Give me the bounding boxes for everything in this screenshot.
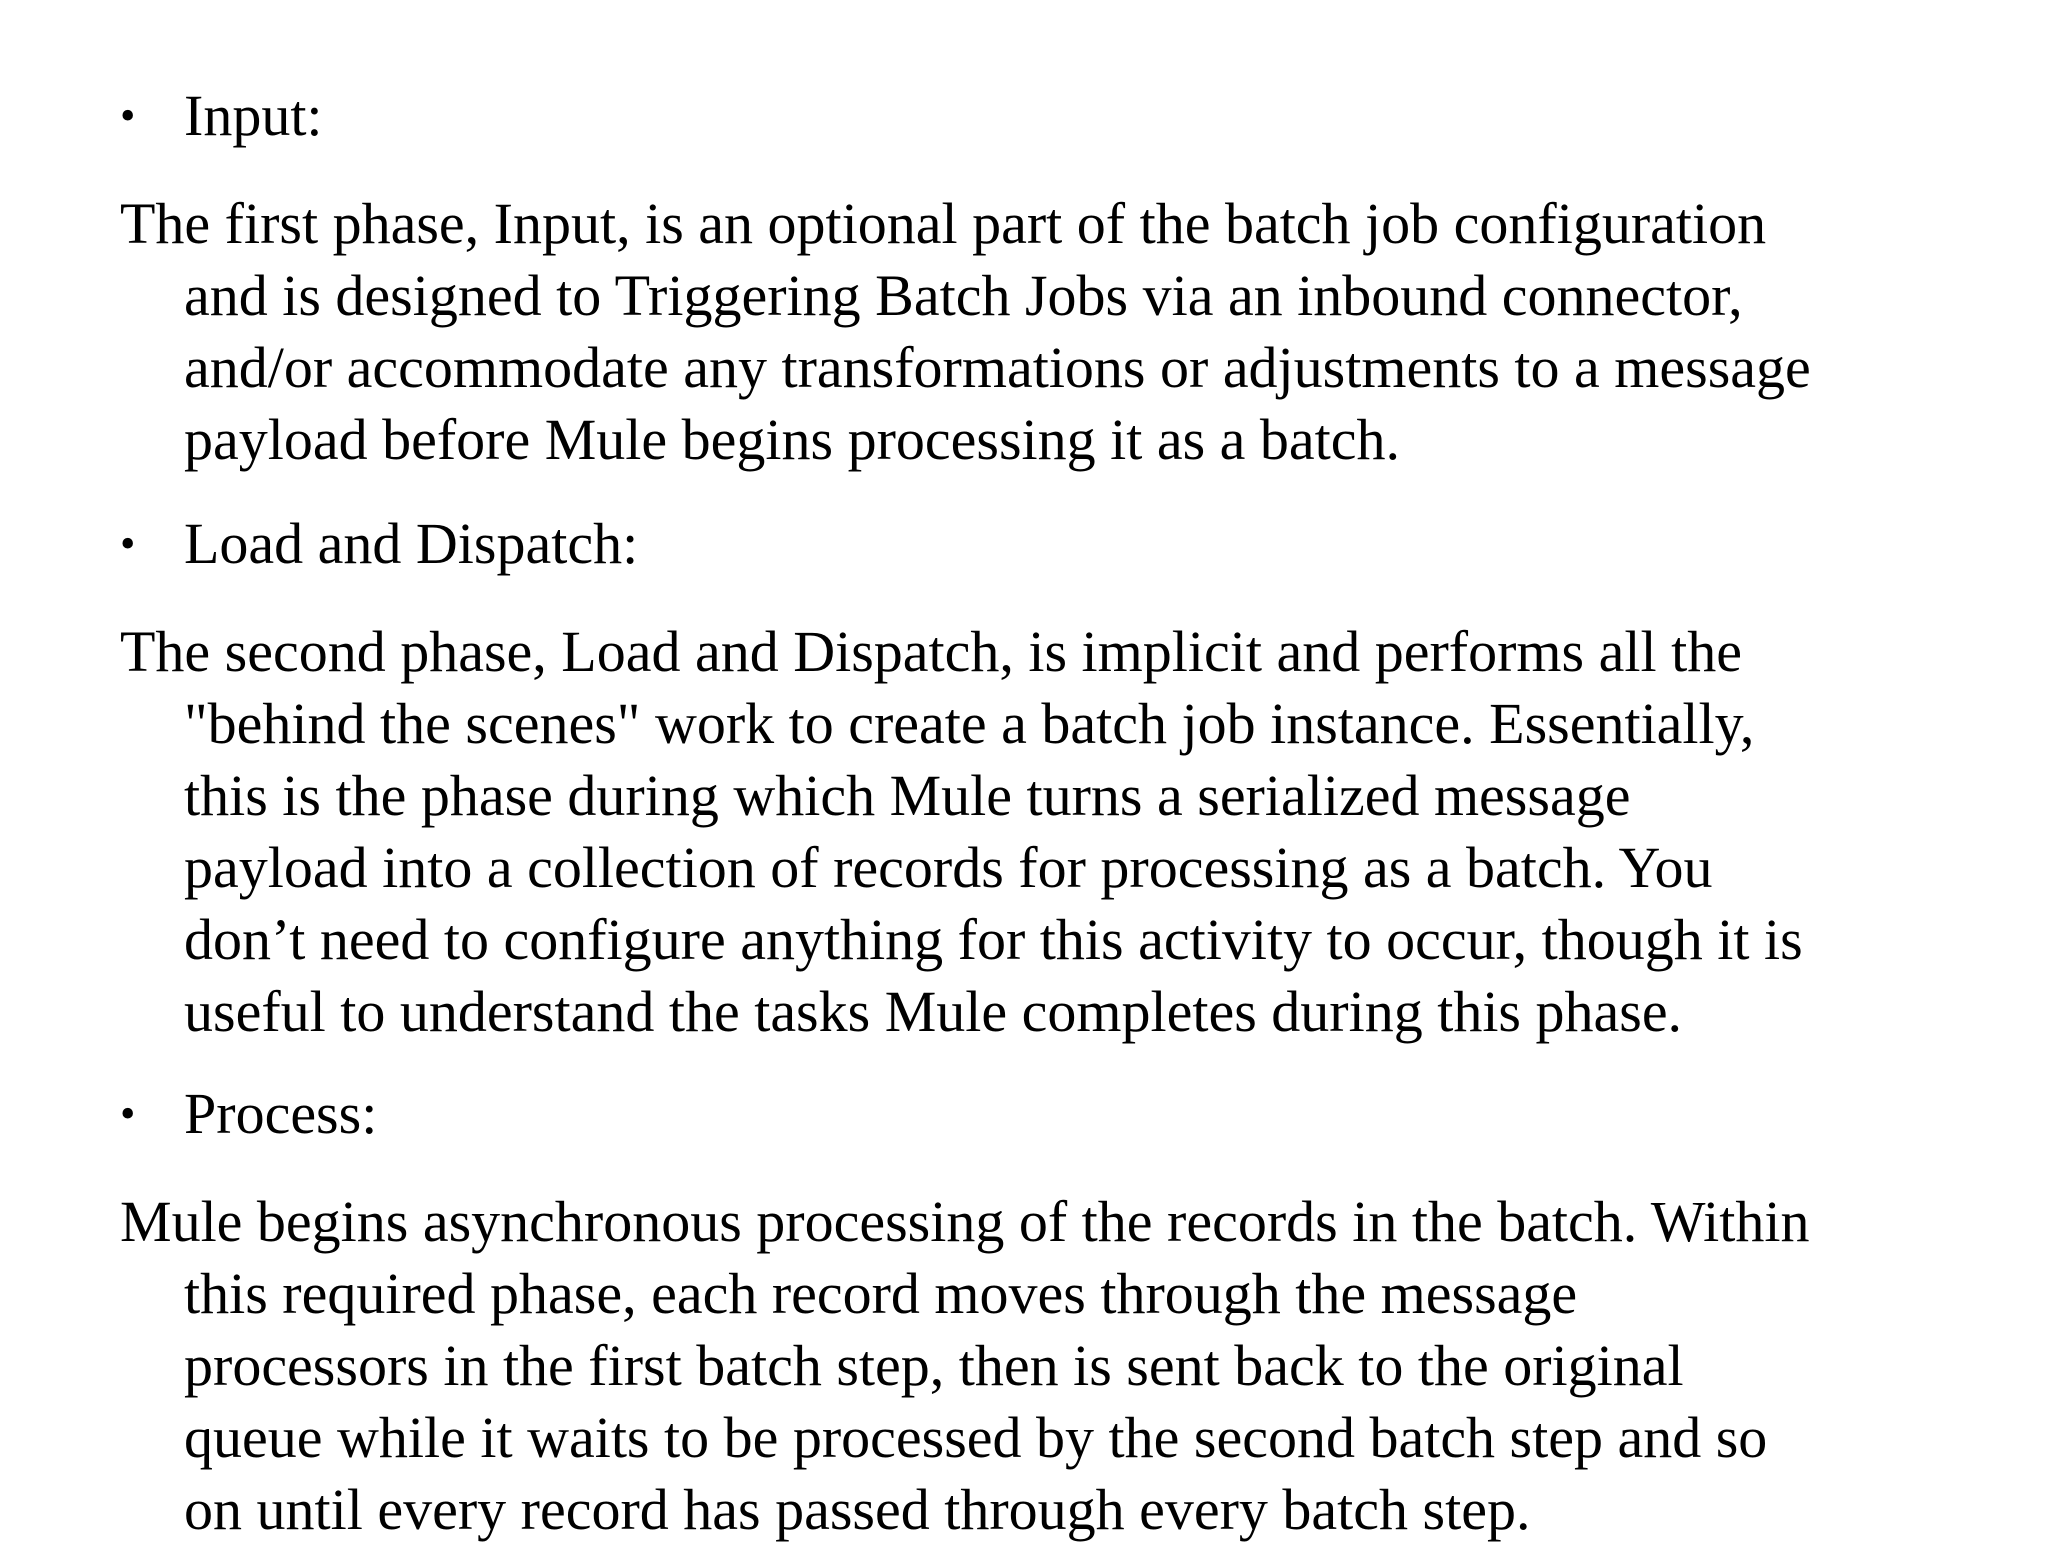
paragraph-line: and/or accommodate any transformations or adjustments to a message	[184, 335, 1811, 400]
paragraph-load-and-dispatch	[120, 616, 1803, 1048]
paragraph-line: on until every record has passed through every batch step.	[184, 1477, 1531, 1542]
bullet-dot-icon: •	[120, 1089, 136, 1138]
paragraph-line: and is designed to Triggering Batch Jobs via an inbound connector,	[184, 263, 1743, 328]
paragraph-line: processors in the first batch step, then is sent back to the original	[184, 1333, 1684, 1398]
paragraph-line: useful to understand the tasks Mule completes during this phase.	[184, 979, 1683, 1044]
paragraph-line: payload before Mule begins processing it as a batch.	[184, 407, 1401, 472]
bullet-label: Input:	[184, 83, 323, 148]
paragraph-line: "behind the scenes" work to create a batch job instance. Essentially,	[184, 691, 1755, 756]
paragraph-line: The second phase, Load and Dispatch, is implicit and performs all the	[120, 619, 1742, 684]
paragraph-line: The first phase, Input, is an optional part of the batch job configuration	[120, 191, 1767, 256]
paragraph-line: Mule begins asynchronous processing of the records in the batch. Within	[120, 1189, 1810, 1254]
paragraph-line: this is the phase during which Mule turns a serialized message	[184, 763, 1631, 828]
paragraph-process	[120, 1186, 1810, 1546]
bullet-label: Process:	[184, 1081, 378, 1146]
paragraph-line: queue while it waits to be processed by the second batch step and so	[184, 1405, 1768, 1470]
paragraph-line: don’t need to configure anything for this activity to occur, though it is	[184, 907, 1803, 972]
bullet-dot-icon: •	[120, 519, 136, 568]
paragraph-line: payload into a collection of records for processing as a batch. You	[184, 835, 1713, 900]
bullet-dot-icon: •	[120, 91, 136, 140]
paragraph-line: this required phase, each record moves through the message	[184, 1261, 1578, 1326]
paragraph-input	[120, 188, 1811, 476]
bullet-label: Load and Dispatch:	[184, 511, 639, 576]
